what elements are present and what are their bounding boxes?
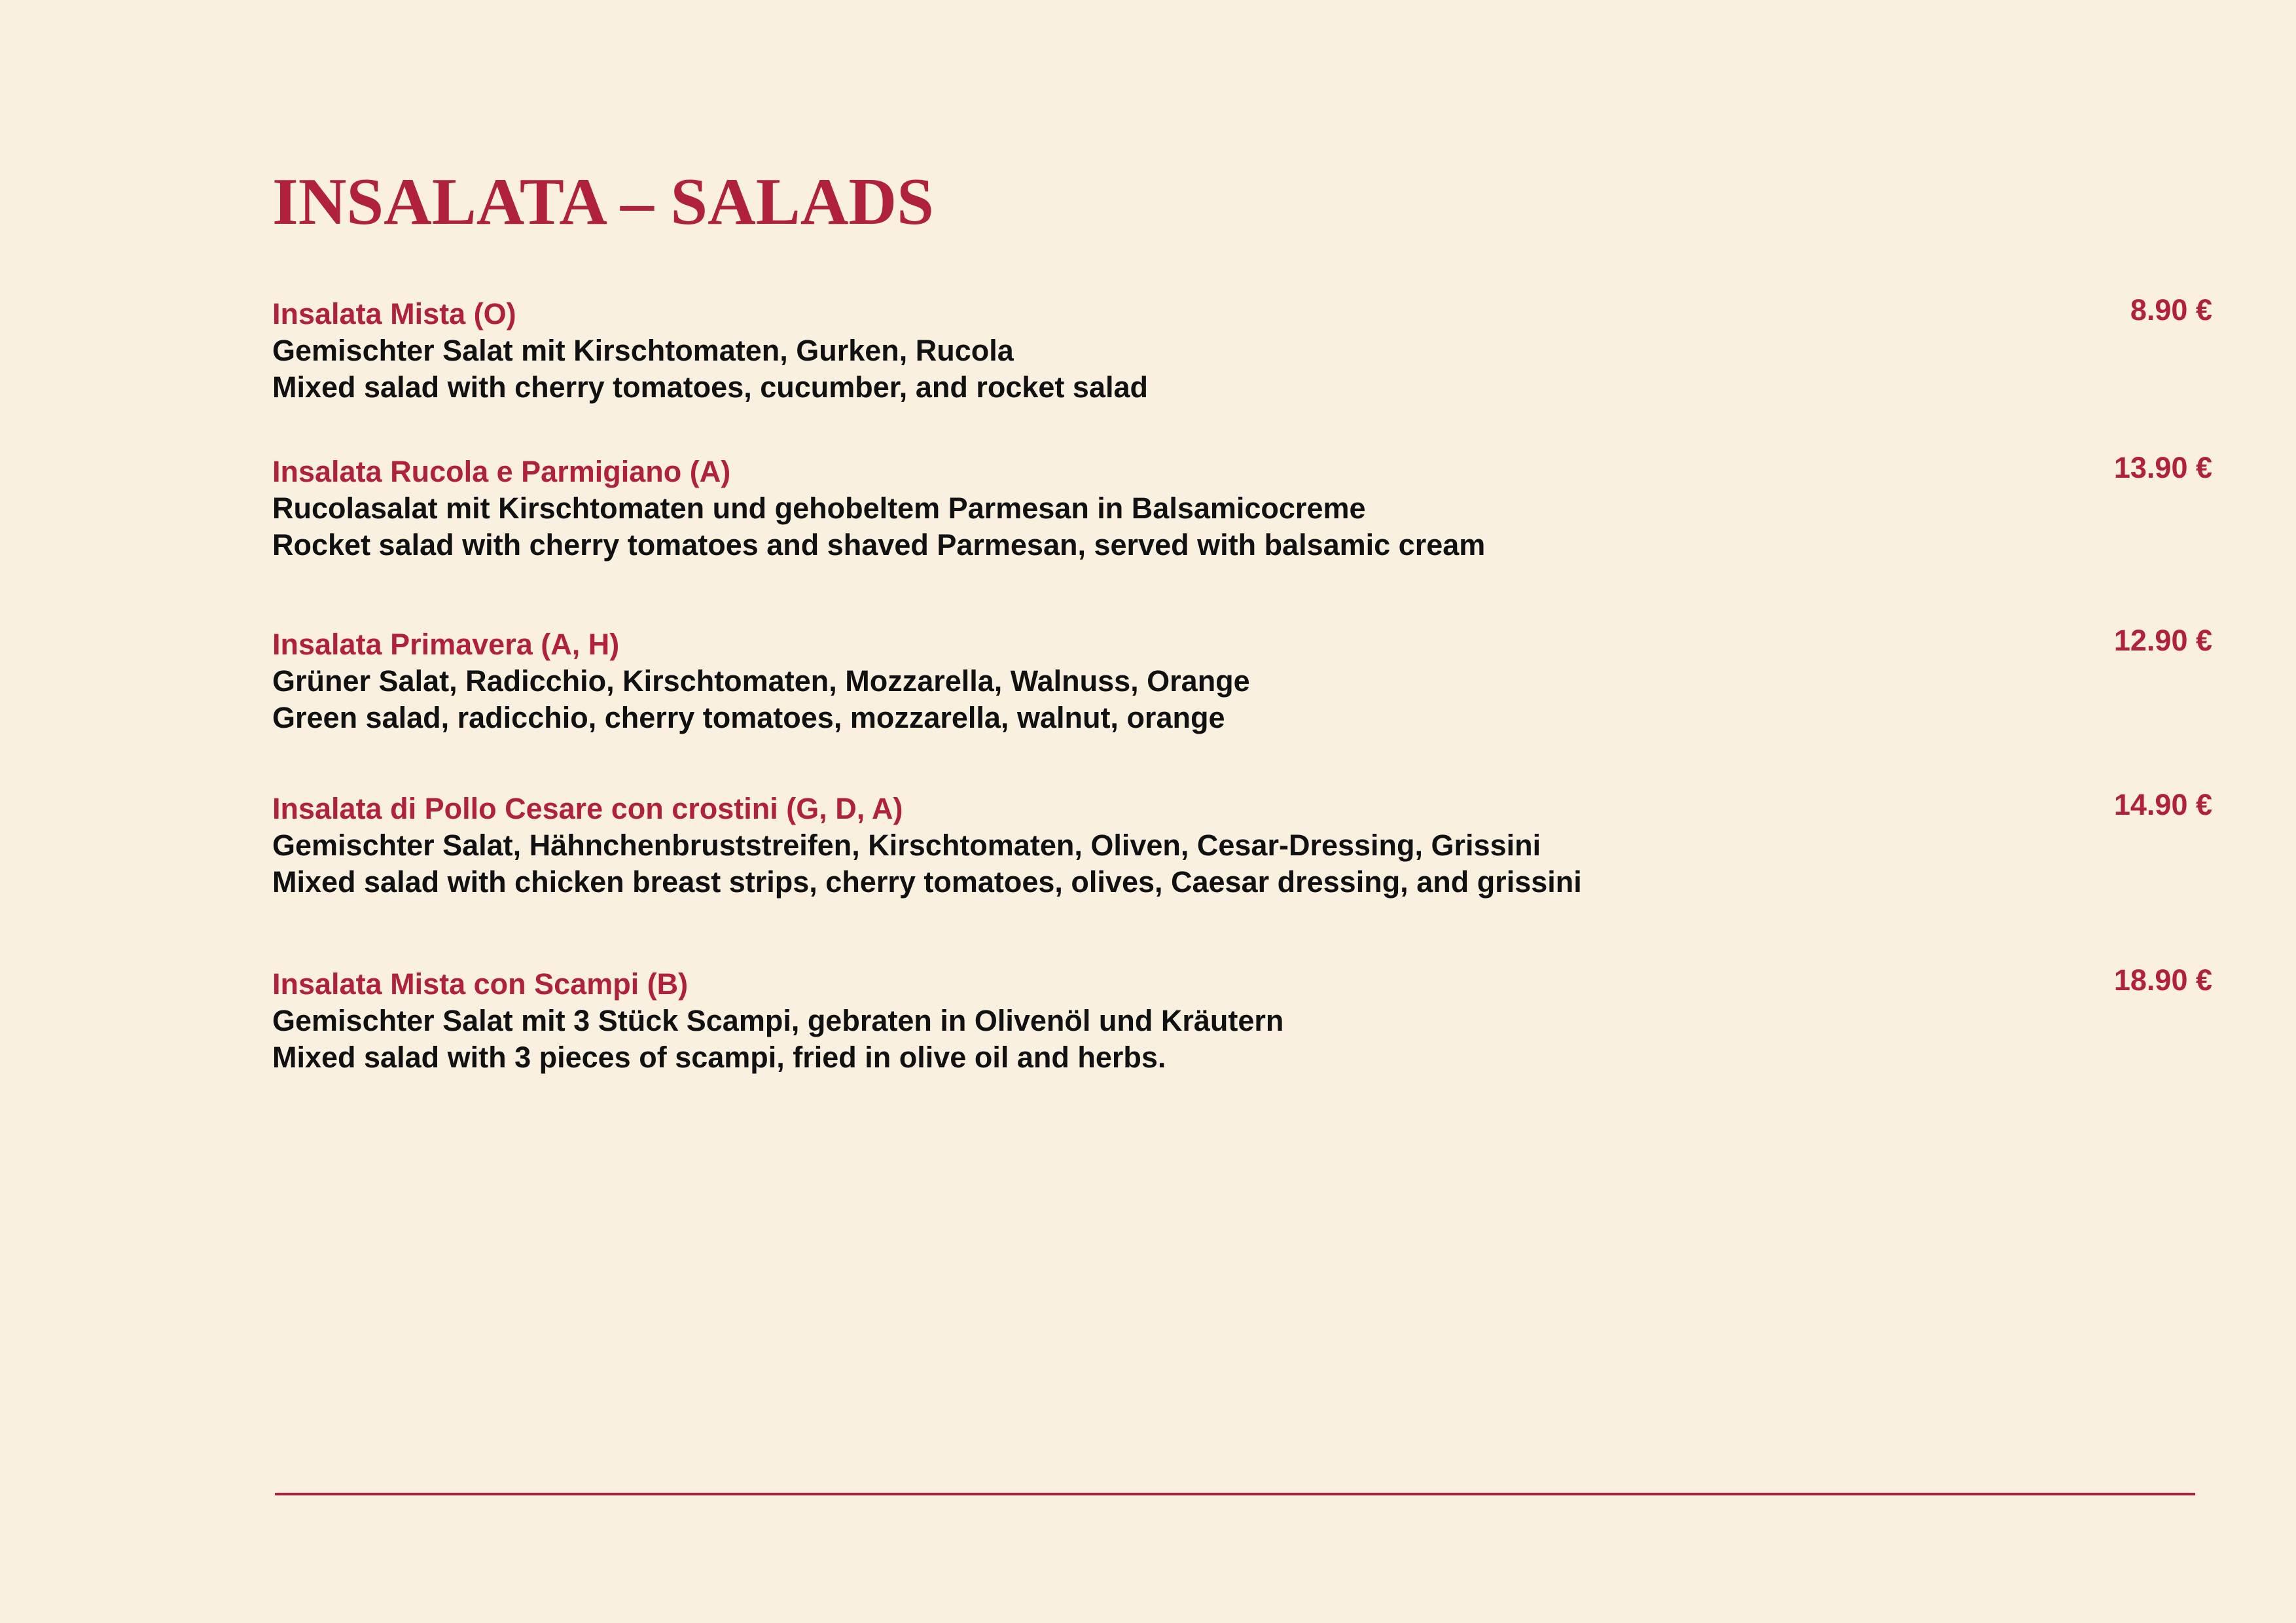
menu-item-insalata-pollo-cesare [272, 788, 2212, 901]
item-description-german: Gemischter Salat mit 3 Stück Scampi, gebraten in Olivenöl und Kräutern [272, 1004, 1284, 1037]
item-name: Insalata Rucola e Parmigiano (A) [272, 455, 731, 488]
item-price: 14.90 € [2113, 788, 2212, 821]
item-name: Insalata Mista con Scampi (B) [272, 967, 689, 1001]
menu-item-insalata-primavera [272, 626, 2212, 736]
menu-item-insalata-rucola [272, 451, 2212, 563]
item-description-english: Mixed salad with cherry tomatoes, cucumber, and rocket salad [272, 370, 1148, 404]
item-description-german: Rucolasalat mit Kirschtomaten und gehobeltem Parmesan in Balsamicocreme [272, 491, 1366, 525]
item-price: 18.90 € [2113, 963, 2212, 997]
item-description-german: Gemischter Salat mit Kirschtomaten, Gurken, Rucola [272, 334, 1014, 367]
item-price: 13.90 € [2113, 451, 2212, 484]
item-description-english: Mixed salad with chicken breast strips, cherry tomatoes, olives, Caesar dressing, and grissini [272, 865, 1582, 899]
item-description-german: Grüner Salat, Radicchio, Kirschtomaten, Mozzarella, Walnuss, Orange [272, 664, 1250, 698]
item-price: 12.90 € [2113, 624, 2212, 657]
menu-item-insalata-mista-scampi [272, 963, 2212, 1076]
item-price: 8.90 € [2130, 293, 2212, 327]
page-title: INSALATA – SALADS [272, 165, 934, 239]
item-description-german: Gemischter Salat, Hähnchenbruststreifen, Kirschtomaten, Oliven, Cesar-Dressing, Grissini [272, 829, 1541, 862]
item-name: Insalata Primavera (A, H) [272, 628, 620, 661]
item-name: Insalata Mista (O) [272, 297, 516, 330]
footer-divider [275, 1493, 2195, 1495]
menu-item-insalata-mista [272, 293, 2212, 406]
item-description-english: Mixed salad with 3 pieces of scampi, fried in olive oil and herbs. [272, 1041, 1166, 1074]
item-description-english: Rocket salad with cherry tomatoes and shaved Parmesan, served with balsamic cream [272, 528, 1486, 562]
item-description-english: Green salad, radicchio, cherry tomatoes, mozzarella, walnut, orange [272, 701, 1225, 734]
item-name: Insalata di Pollo Cesare con crostini (G, D, A) [272, 792, 903, 825]
